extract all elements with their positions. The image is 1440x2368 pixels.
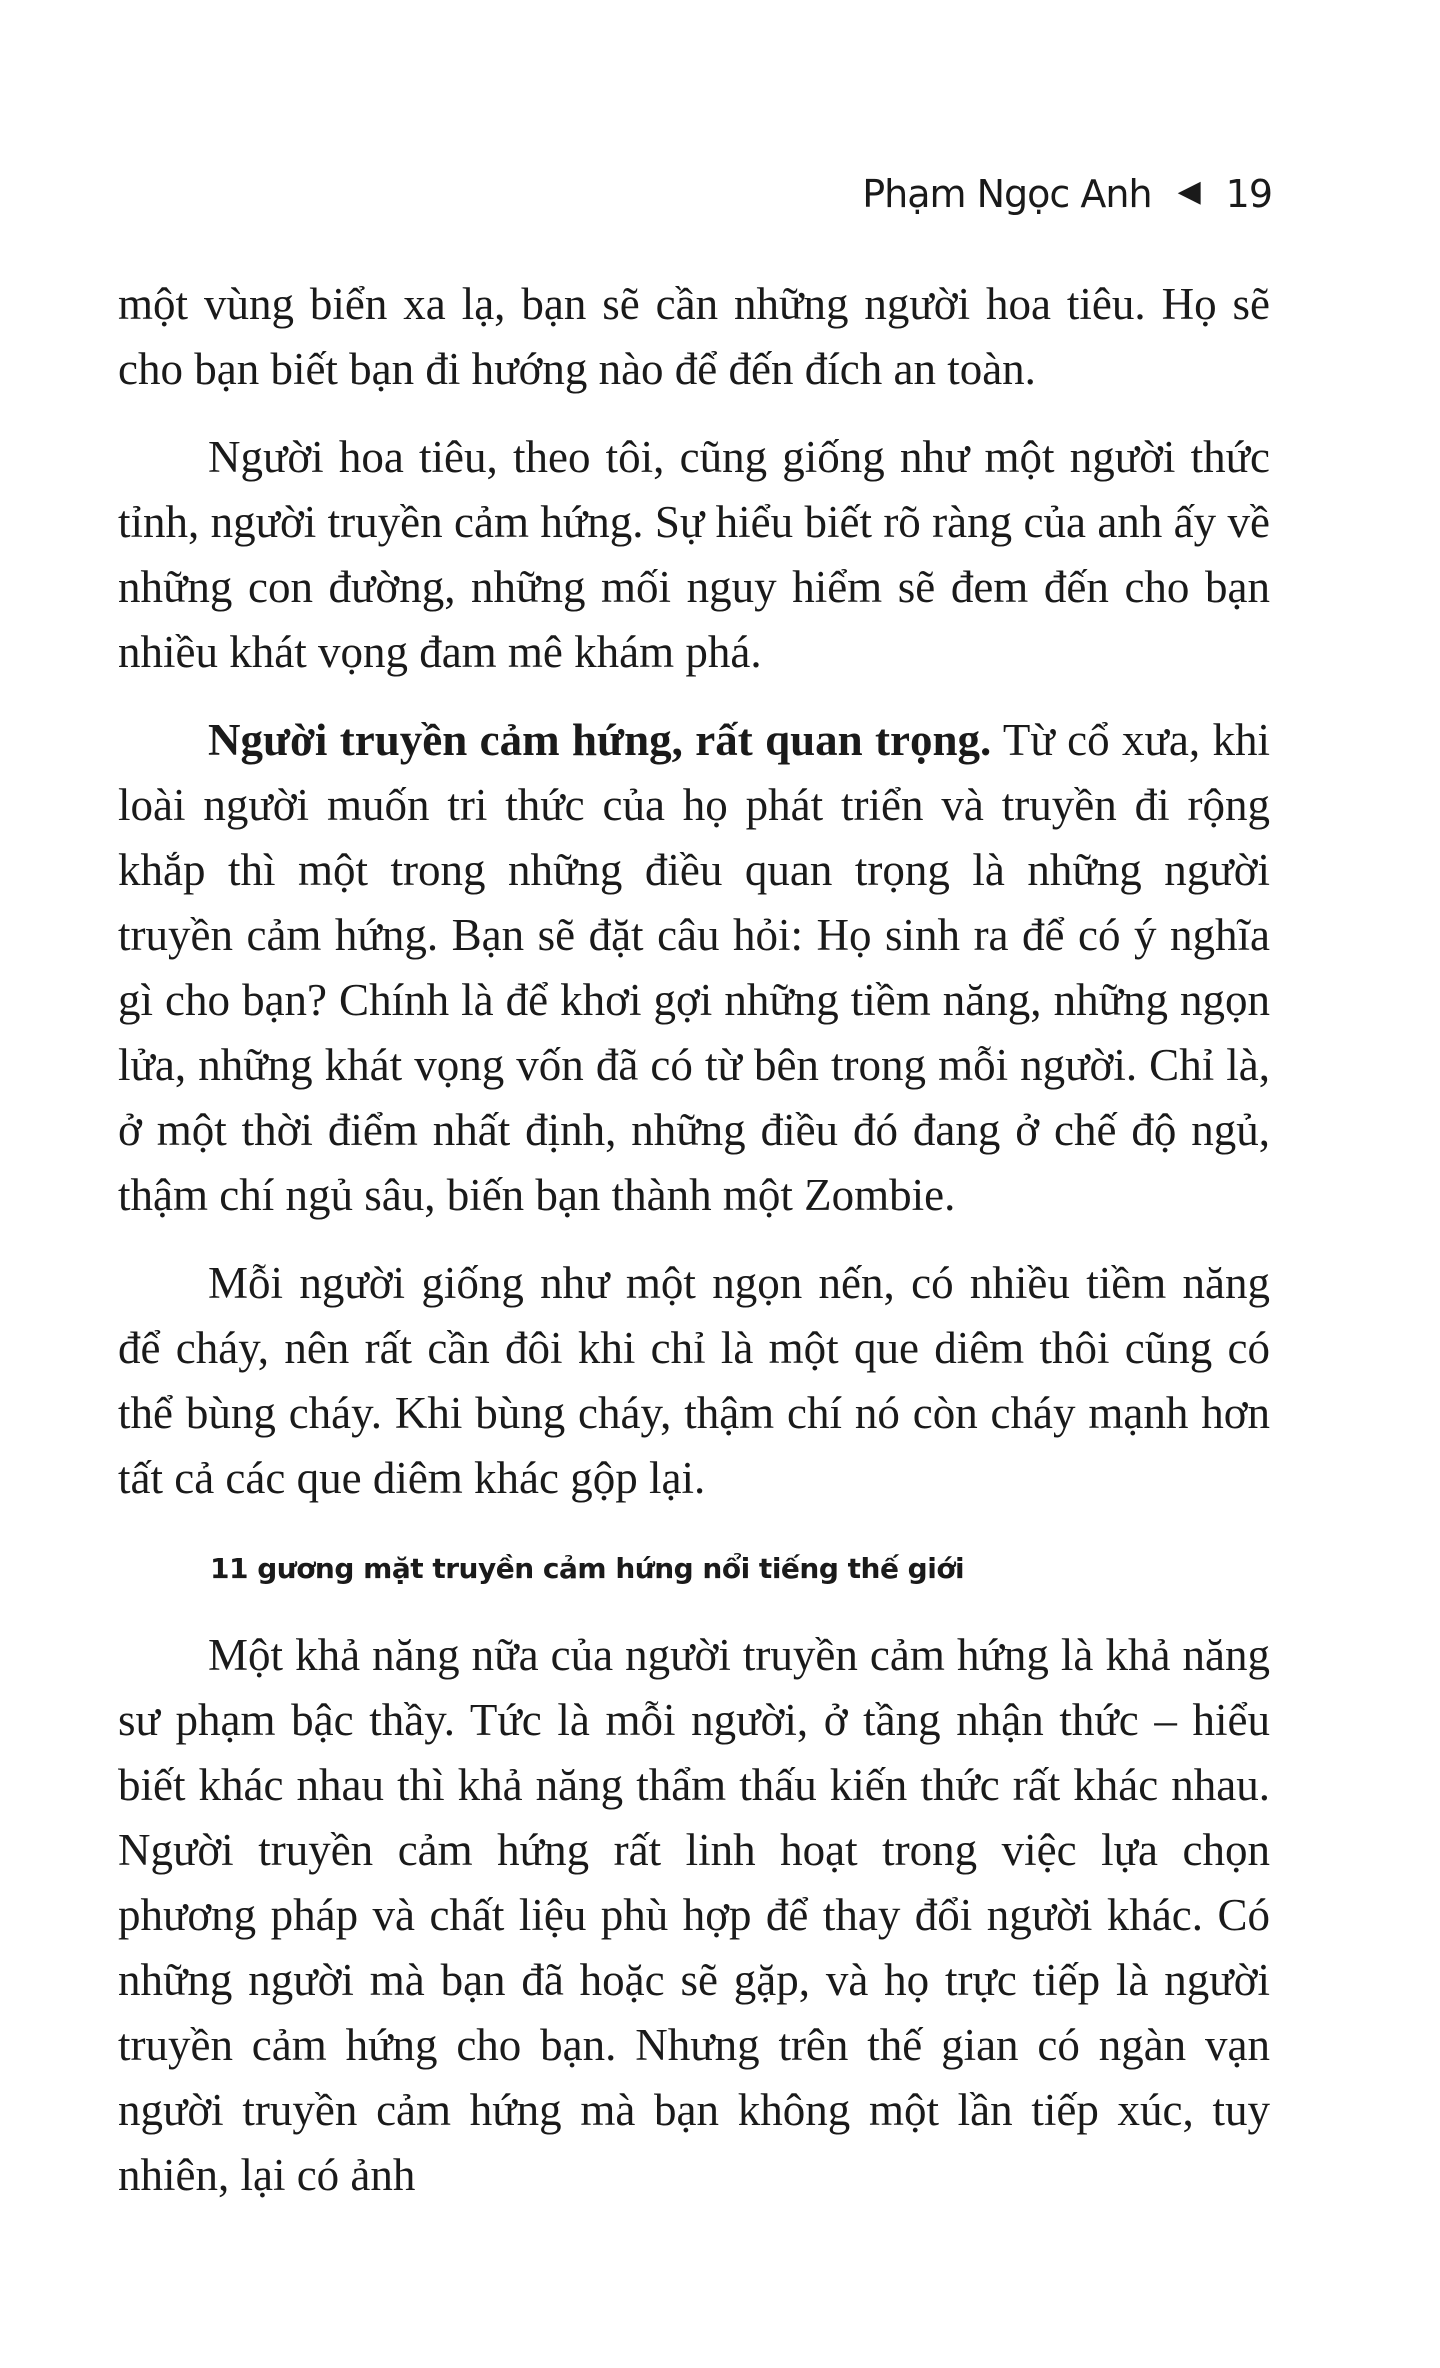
paragraph: Người hoa tiêu, theo tôi, cũng giống như một người thức tỉnh, người truyền cảm hứng. Sự hiểu biết rõ ràng của anh ấy về những con đường, những mối nguy hiểm sẽ đem đến cho bạn nhiều khát vọng đam mê khám phá.	[118, 432, 1270, 677]
paragraph: Mỗi người giống như một ngọn nến, có nhiều tiềm năng để cháy, nên rất cần đôi khi chỉ là một que diêm thôi cũng có thể bùng cháy. Khi bùng cháy, thậm chí nó còn cháy mạnh hơn tất cả các que diêm khác gộp lại.	[118, 1258, 1270, 1503]
paragraph-with-lead	[118, 708, 1270, 1228]
bold-lead-phrase: Người truyền cảm hứng, rất quan trọng.	[208, 715, 992, 765]
paragraph-text: Từ cổ xưa, khi loài người muốn tri thức của họ phát triển và truyền đi rộng khắp thì một trong những điều quan trọng là những người truyền cảm hứng. Bạn sẽ đặt câu hỏi: Họ sinh ra để có ý nghĩa gì cho bạn? Chính là để khơi gợi những tiềm năng, những ngọn lửa, những khát vọng vốn đã có từ bên trong mỗi người. Chỉ là, ở một thời điểm nhất định, những điều đó đang ở chế độ ngủ, thậm chí ngủ sâu, biến bạn thành một Zombie.	[118, 715, 1271, 1220]
page-number: 19	[1225, 172, 1272, 216]
paragraph-continued: một vùng biển xa lạ, bạn sẽ cần những người hoa tiêu. Họ sẽ cho bạn biết bạn đi hướng nào để đến đích an toàn.	[118, 279, 1270, 394]
running-header	[862, 172, 1272, 216]
section-heading: 11 gương mặt truyền cảm hứng nổi tiếng thế giới	[210, 1552, 965, 1585]
left-triangle-icon: ◀	[1177, 174, 1200, 209]
paragraph: Một khả năng nữa của người truyền cảm hứng là khả năng sư phạm bậc thầy. Tức là mỗi người, ở tầng nhận thức – hiểu biết khác nhau thì khả năng thẩm thấu kiến thức rất khác nhau. Người truyền cảm hứng rất linh hoạt trong việc lựa chọn phương pháp và chất liệu phù hợp để thay đổi người khác. Có những người mà bạn đã hoặc sẽ gặp, và họ trực tiếp là người truyền cảm hứng cho bạn. Nhưng trên thế gian có ngàn vạn người truyền cảm hứng mà bạn không một lần tiếp xúc, tuy nhiên, lại có ảnh	[118, 1630, 1270, 2200]
body-text	[118, 272, 1270, 2208]
author-name: Phạm Ngọc Anh	[862, 172, 1152, 216]
